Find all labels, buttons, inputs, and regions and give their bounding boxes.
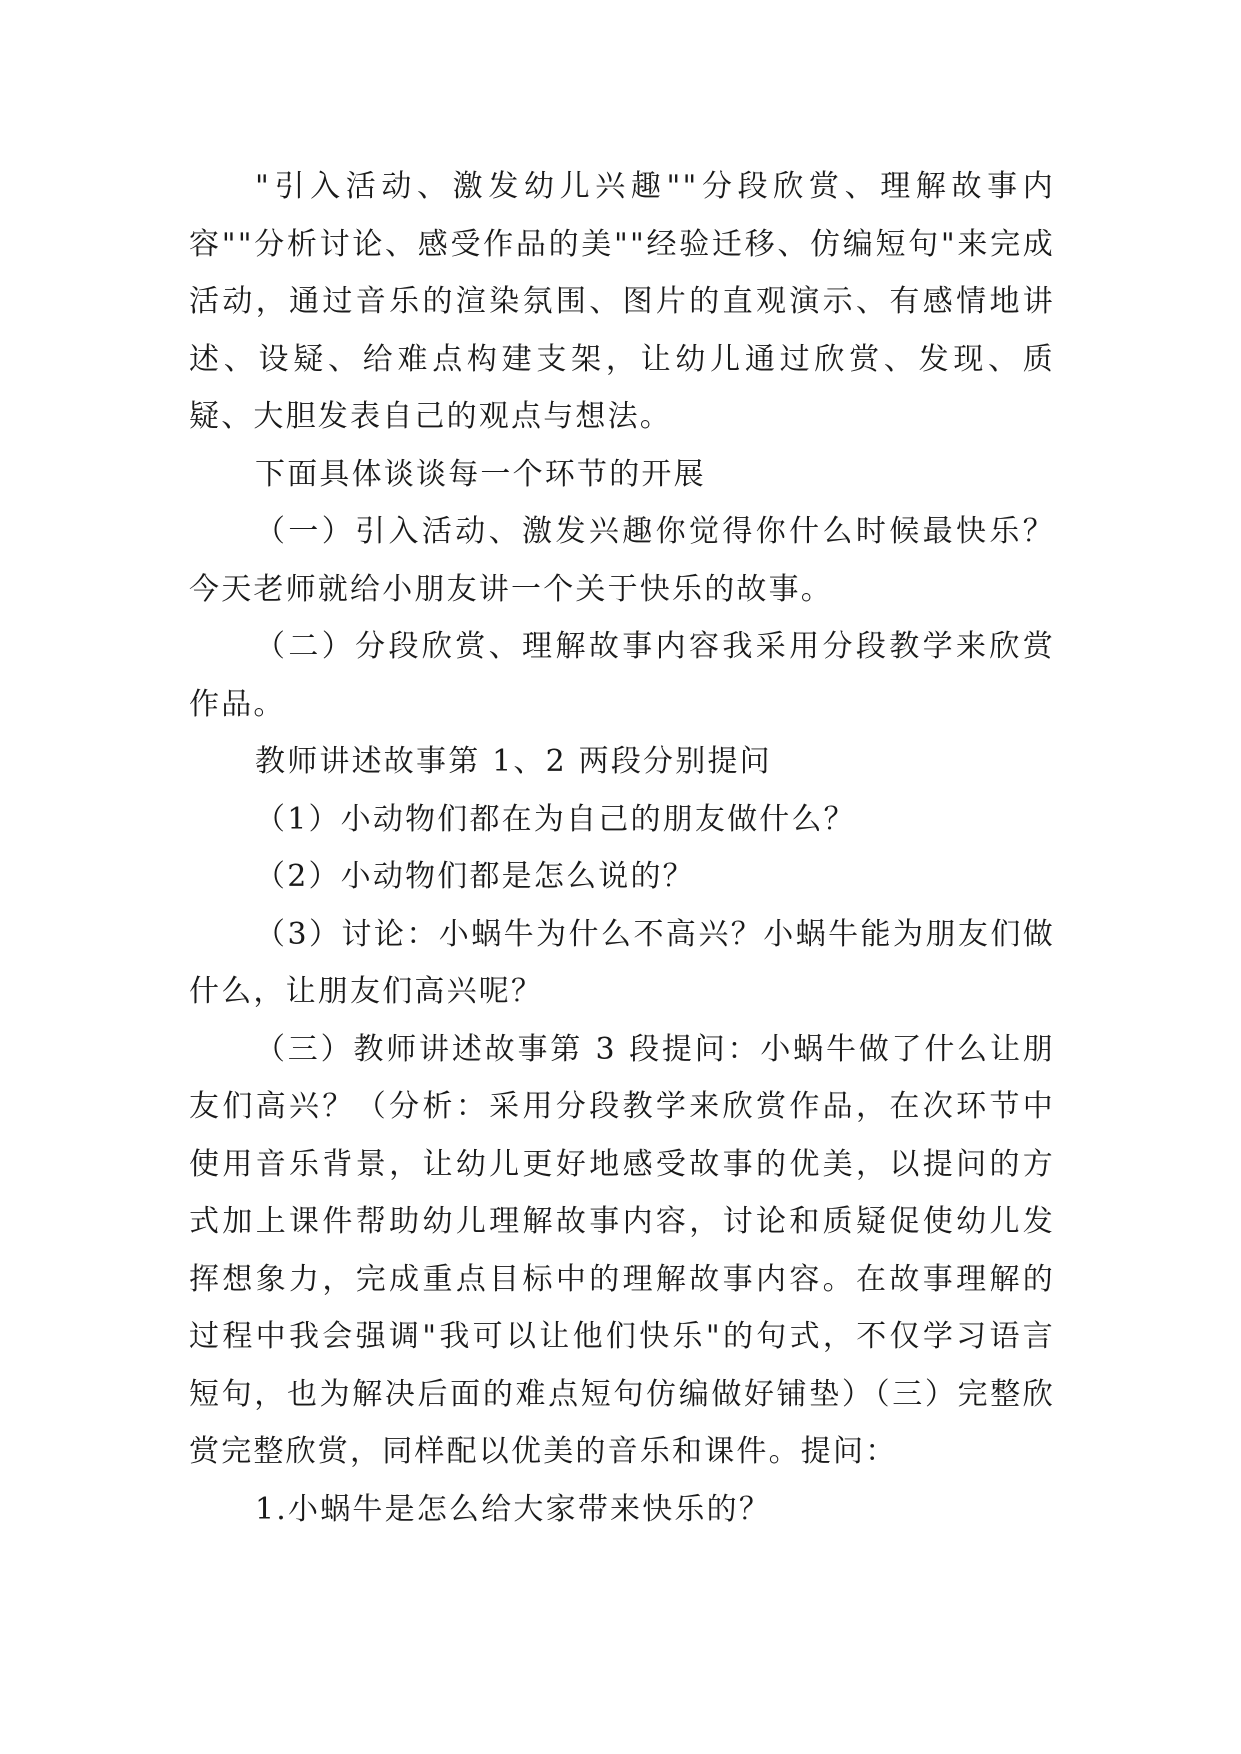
paragraph-question-2: （2）小动物们都是怎么说的？ <box>255 859 695 894</box>
paragraph-list-item-1: 1.小蜗牛是怎么给大家带来快乐的？ <box>255 1491 772 1527</box>
paragraph-step-three: （三）教师讲述故事第 3 段提问：小蜗牛做了什么让朋友们高兴？（分析：采用分段教学来欣赏作品，在次环节中使用音乐背景，让幼儿更好地感受故事的优美，以提问的方式加上课件帮助幼儿理解故事内容，讨论和质疑促使幼儿发挥想象力，完成重点目标中的理解故事内容。在故事理解的过程中我会强调"我可以让他们快乐"的句式，不仅学习语言短句，也为解决后面的难点短句仿编做好铺垫）（三）完整欣赏完整欣赏，同样配以优美的音乐和课件。提问： <box>189 1031 1055 1469</box>
paragraph-section-intro: 下面具体谈谈每一个环节的开展 <box>255 456 706 492</box>
paragraph-question-3: （3）讨论：小蜗牛为什么不高兴？小蜗牛能为朋友们做什么，让朋友们高兴呢？ <box>189 916 1055 1009</box>
paragraph-question-1: （1）小动物们都在为自己的朋友做什么？ <box>255 801 856 837</box>
document-body <box>189 158 1055 1538</box>
paragraph-teacher-narration: 教师讲述故事第 1、2 两段分别提问 <box>255 744 772 779</box>
paragraph-step-two: （二）分段欣赏、理解故事内容我采用分段教学来欣赏作品。 <box>189 629 1055 722</box>
paragraph-step-one: （一）引入活动、激发兴趣你觉得你什么时候最快乐？今天老师就给小朋友讲一个关于快乐的故事。 <box>189 514 1055 607</box>
paragraph-activity-overview: "引入活动、激发幼儿兴趣""分段欣赏、理解故事内容""分析讨论、感受作品的美""经验迁移、仿编短句"来完成活动，通过音乐的渲染氛围、图片的直观演示、有感情地讲述、设疑、给难点构建支架，让幼儿通过欣赏、发现、质疑、大胆发表自己的观点与想法。 <box>189 169 1055 434</box>
